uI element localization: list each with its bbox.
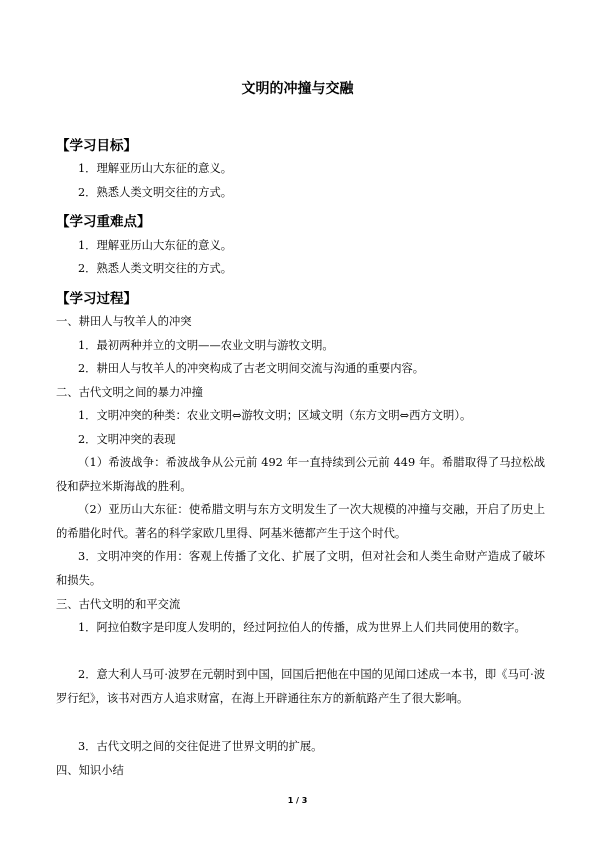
part3-item-2: 2．意大利人马可·波罗在元朝时到中国，回国后把他在中国的见闻口述成一本书，即《马可·波罗行纪》，该书对西方人追求财富，在海上开辟通往东方的新航路产生了很大影响。 (56, 668, 545, 705)
part2-item-1: 1．文明冲突的种类：农业文明⇔游牧文明；区域文明（东方文明⇔西方文明）。 (78, 409, 472, 422)
part1-heading: 一、耕田人与牧羊人的冲突 (56, 315, 192, 328)
page-number: 1 / 3 (287, 796, 308, 805)
learning-process-heading: 【学习过程】 (56, 291, 137, 307)
part1-item-1: 1．最初两种并立的文明——农业文明与游牧文明。 (78, 339, 334, 352)
part3-item-3: 3．古代文明之间的交往促进了世界文明的扩展。 (78, 740, 323, 753)
learning-goals-heading: 【学习目标】 (56, 138, 137, 154)
part3-item-1: 1．阿拉伯数字是印度人发明的，经过阿拉伯人的传播，成为世界上人们共同使用的数字。 (78, 621, 526, 634)
key-point-item-2: 2．熟悉人类文明交往的方式。 (78, 262, 233, 275)
goal-item-2: 2．熟悉人类文明交往的方式。 (78, 186, 233, 199)
key-point-item-1: 1．理解亚历山大东征的意义。 (78, 239, 233, 252)
part3-heading: 三、古代文明的和平交流 (56, 598, 181, 611)
part2-item-2: 2．文明冲突的表现 (78, 433, 176, 446)
part4-heading: 四、知识小结 (56, 764, 124, 777)
part2-heading: 二、古代文明之间的暴力冲撞 (56, 386, 203, 399)
key-points-heading: 【学习重难点】 (56, 214, 151, 230)
page-title: 文明的冲撞与交融 (241, 81, 354, 97)
goal-item-1: 1．理解亚历山大东征的意义。 (78, 162, 233, 175)
part2-sub-2: （2）亚历山大东征：使希腊文明与东方文明发生了一次大规模的冲撞与交融，开启了历史上的希腊化时代。著名的科学家欧几里得、阿基米德都产生于这个时代。 (56, 503, 545, 540)
part2-item-3: 3．文明冲突的作用：客观上传播了文化、扩展了文明，但对社会和人类生命财产造成了破坏和损失。 (56, 550, 545, 587)
part1-item-2: 2．耕田人与牧羊人的冲突构成了古老文明间交流与沟通的重要内容。 (78, 362, 425, 375)
part2-sub-1: （1）希波战争：希波战争从公元前 492 年一直持续到公元前 449 年。希腊取得了马拉松战役和萨拉米斯海战的胜利。 (56, 456, 545, 493)
